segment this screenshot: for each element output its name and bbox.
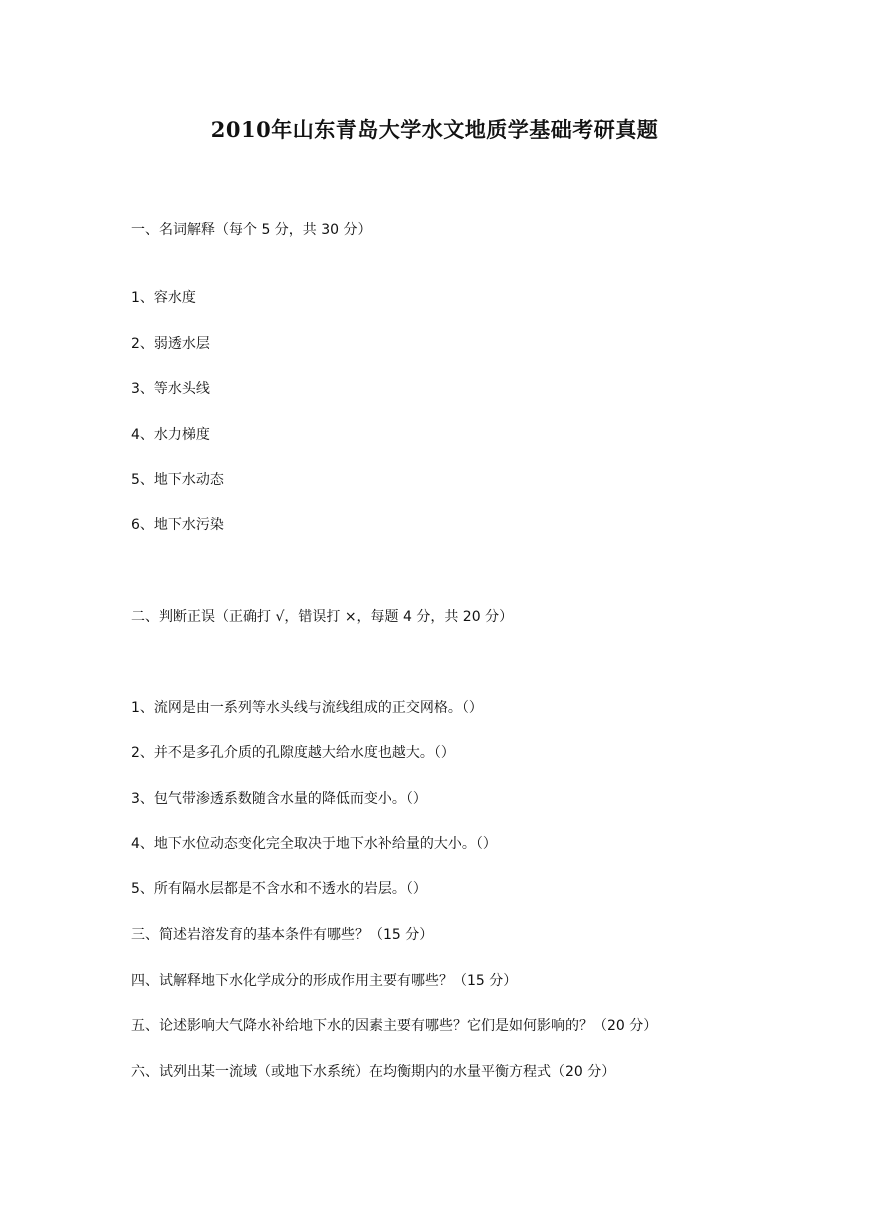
term-item: 5、地下水动态 — [131, 472, 224, 488]
document-title: 2010年山东青岛大学水文地质学基础考研真题 — [210, 117, 659, 142]
true-false-item: 5、所有隔水层都是不含水和不透水的岩层。（） — [131, 881, 427, 897]
section-2-heading: 二、判断正误（正确打 √，错误打 ×，每题 4 分，共 20 分） — [131, 609, 514, 625]
section-1-heading: 一、名词解释（每个 5 分，共 30 分） — [131, 222, 372, 238]
question-4: 四、试解释地下水化学成分的形成作用主要有哪些？（15 分） — [131, 973, 518, 989]
question-6: 六、试列出某一流域（或地下水系统）在均衡期内的水量平衡方程式（20 分） — [131, 1064, 616, 1080]
question-3: 三、简述岩溶发育的基本条件有哪些？（15 分） — [131, 927, 434, 943]
term-item: 2、弱透水层 — [131, 336, 210, 352]
question-5: 五、论述影响大气降水补给地下水的因素主要有哪些？它们是如何影响的？（20 分） — [131, 1018, 658, 1034]
term-item: 3、等水头线 — [131, 381, 210, 397]
term-item: 1、容水度 — [131, 290, 196, 306]
true-false-item: 4、地下水位动态变化完全取决于地下水补给量的大小。（） — [131, 836, 497, 852]
term-item: 4、水力梯度 — [131, 427, 210, 443]
true-false-item: 3、包气带渗透系数随含水量的降低而变小。（） — [131, 791, 427, 807]
term-item: 6、地下水污染 — [131, 517, 224, 533]
true-false-item: 2、并不是多孔介质的孔隙度越大给水度也越大。（） — [131, 745, 455, 761]
true-false-item: 1、流网是由一系列等水头线与流线组成的正交网格。（） — [131, 700, 483, 716]
